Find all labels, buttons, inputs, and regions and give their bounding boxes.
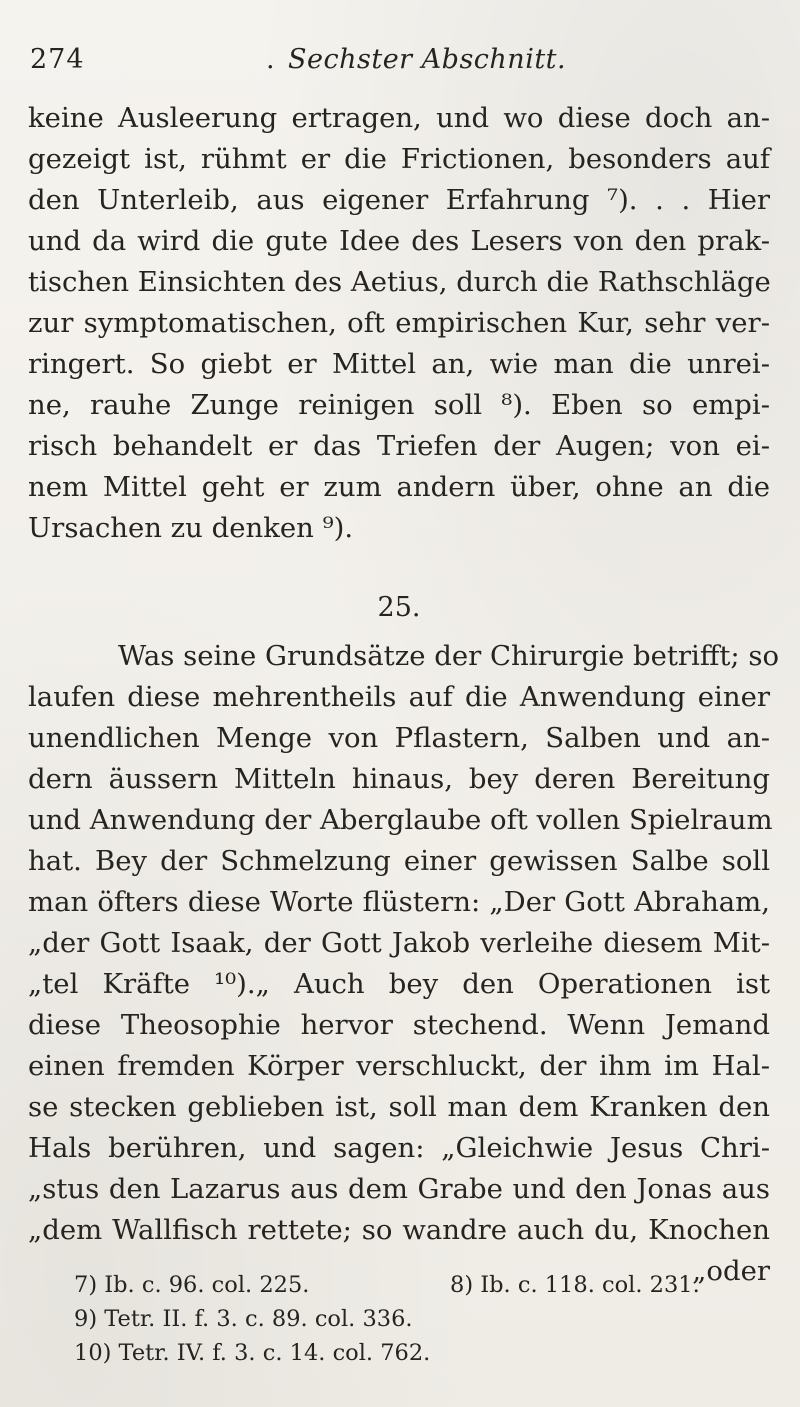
- text-line: „stus den Lazarus aus dem Grabe und den Jonas aus: [28, 1173, 770, 1205]
- header-separator: .: [266, 44, 275, 75]
- footnote-10: 10) Tetr. IV. f. 3. c. 14. col. 762.: [74, 1340, 431, 1366]
- running-head: Sechster Abschnitt.: [288, 44, 567, 75]
- text-line: und Anwendung der Aberglaube oft vollen Spielraum: [28, 804, 773, 836]
- text-line: risch behandelt er das Triefen der Augen; von ei-: [28, 430, 770, 462]
- footnotes: [74, 1268, 754, 1370]
- paragraph-2: [28, 636, 780, 1251]
- text-line: Ursachen zu denken ⁹).: [28, 512, 354, 544]
- text-line: diese Theosophie hervor stechend. Wenn Jemand: [28, 1009, 770, 1041]
- text-line: den Unterleib, aus eigener Erfahrung ⁷). . . Hier: [28, 184, 770, 216]
- text-line: gezeigt ist, rühmt er die Frictionen, besonders auf: [28, 143, 770, 175]
- text-line: zur symptomatischen, oft empirischen Kur, sehr ver-: [28, 307, 770, 339]
- text-line: Hals berühren, und sagen: „Gleichwie Jesus Chri-: [28, 1132, 770, 1164]
- text-line: hat. Bey der Schmelzung einer gewissen Salbe soll: [28, 845, 770, 877]
- paragraph-1: [28, 98, 770, 549]
- section-number: 25.: [377, 592, 421, 623]
- text-line: „der Gott Isaak, der Gott Jakob verleihe diesem Mit-: [28, 927, 770, 959]
- footnote-8: 8) Ib. c. 118. col. 231.: [450, 1272, 700, 1298]
- text-line: und da wird die gute Idee des Lesers von den prak-: [28, 225, 770, 257]
- text-line: se stecken geblieben ist, soll man dem Kranken den: [28, 1091, 770, 1123]
- footnote-9: 9) Tetr. II. f. 3. c. 89. col. 336.: [74, 1306, 413, 1332]
- text-line: laufen diese mehrentheils auf die Anwendung einer: [28, 681, 770, 713]
- text-line: ne, rauhe Zunge reinigen soll ⁸). Eben so empi-: [28, 389, 770, 421]
- text-line: keine Ausleerung ertragen, und wo diese doch an-: [28, 102, 770, 134]
- text-line: man öfters diese Worte flüstern: „Der Gott Abraham,: [28, 886, 770, 918]
- text-line: nem Mittel geht er zum andern über, ohne an die: [28, 471, 770, 503]
- text-line: „tel Kräfte ¹⁰).„ Auch bey den Operationen ist: [28, 968, 770, 1000]
- footnote-row: [74, 1268, 754, 1302]
- page-header: [30, 40, 770, 80]
- page-number: 274: [30, 44, 85, 75]
- text-line: einen fremden Körper verschluckt, der ihm im Hal-: [28, 1050, 770, 1082]
- text-line: ringert. So giebt er Mittel an, wie man die unrei-: [28, 348, 770, 380]
- text-line: Was seine Grundsätze der Chirurgie betrifft; so: [118, 640, 780, 672]
- footnote-7: 7) Ib. c. 96. col. 225.: [74, 1272, 310, 1298]
- text-line: tischen Einsichten des Aetius, durch die Rathschläge: [28, 266, 771, 298]
- catchword: „oder: [692, 1255, 770, 1287]
- text-line: unendlichen Menge von Pflastern, Salben und an-: [28, 722, 770, 754]
- text-line: „dem Wallfisch rettete; so wandre auch du, Knochen: [28, 1214, 770, 1246]
- text-line: dern äussern Mitteln hinaus, bey deren Bereitung: [28, 763, 770, 795]
